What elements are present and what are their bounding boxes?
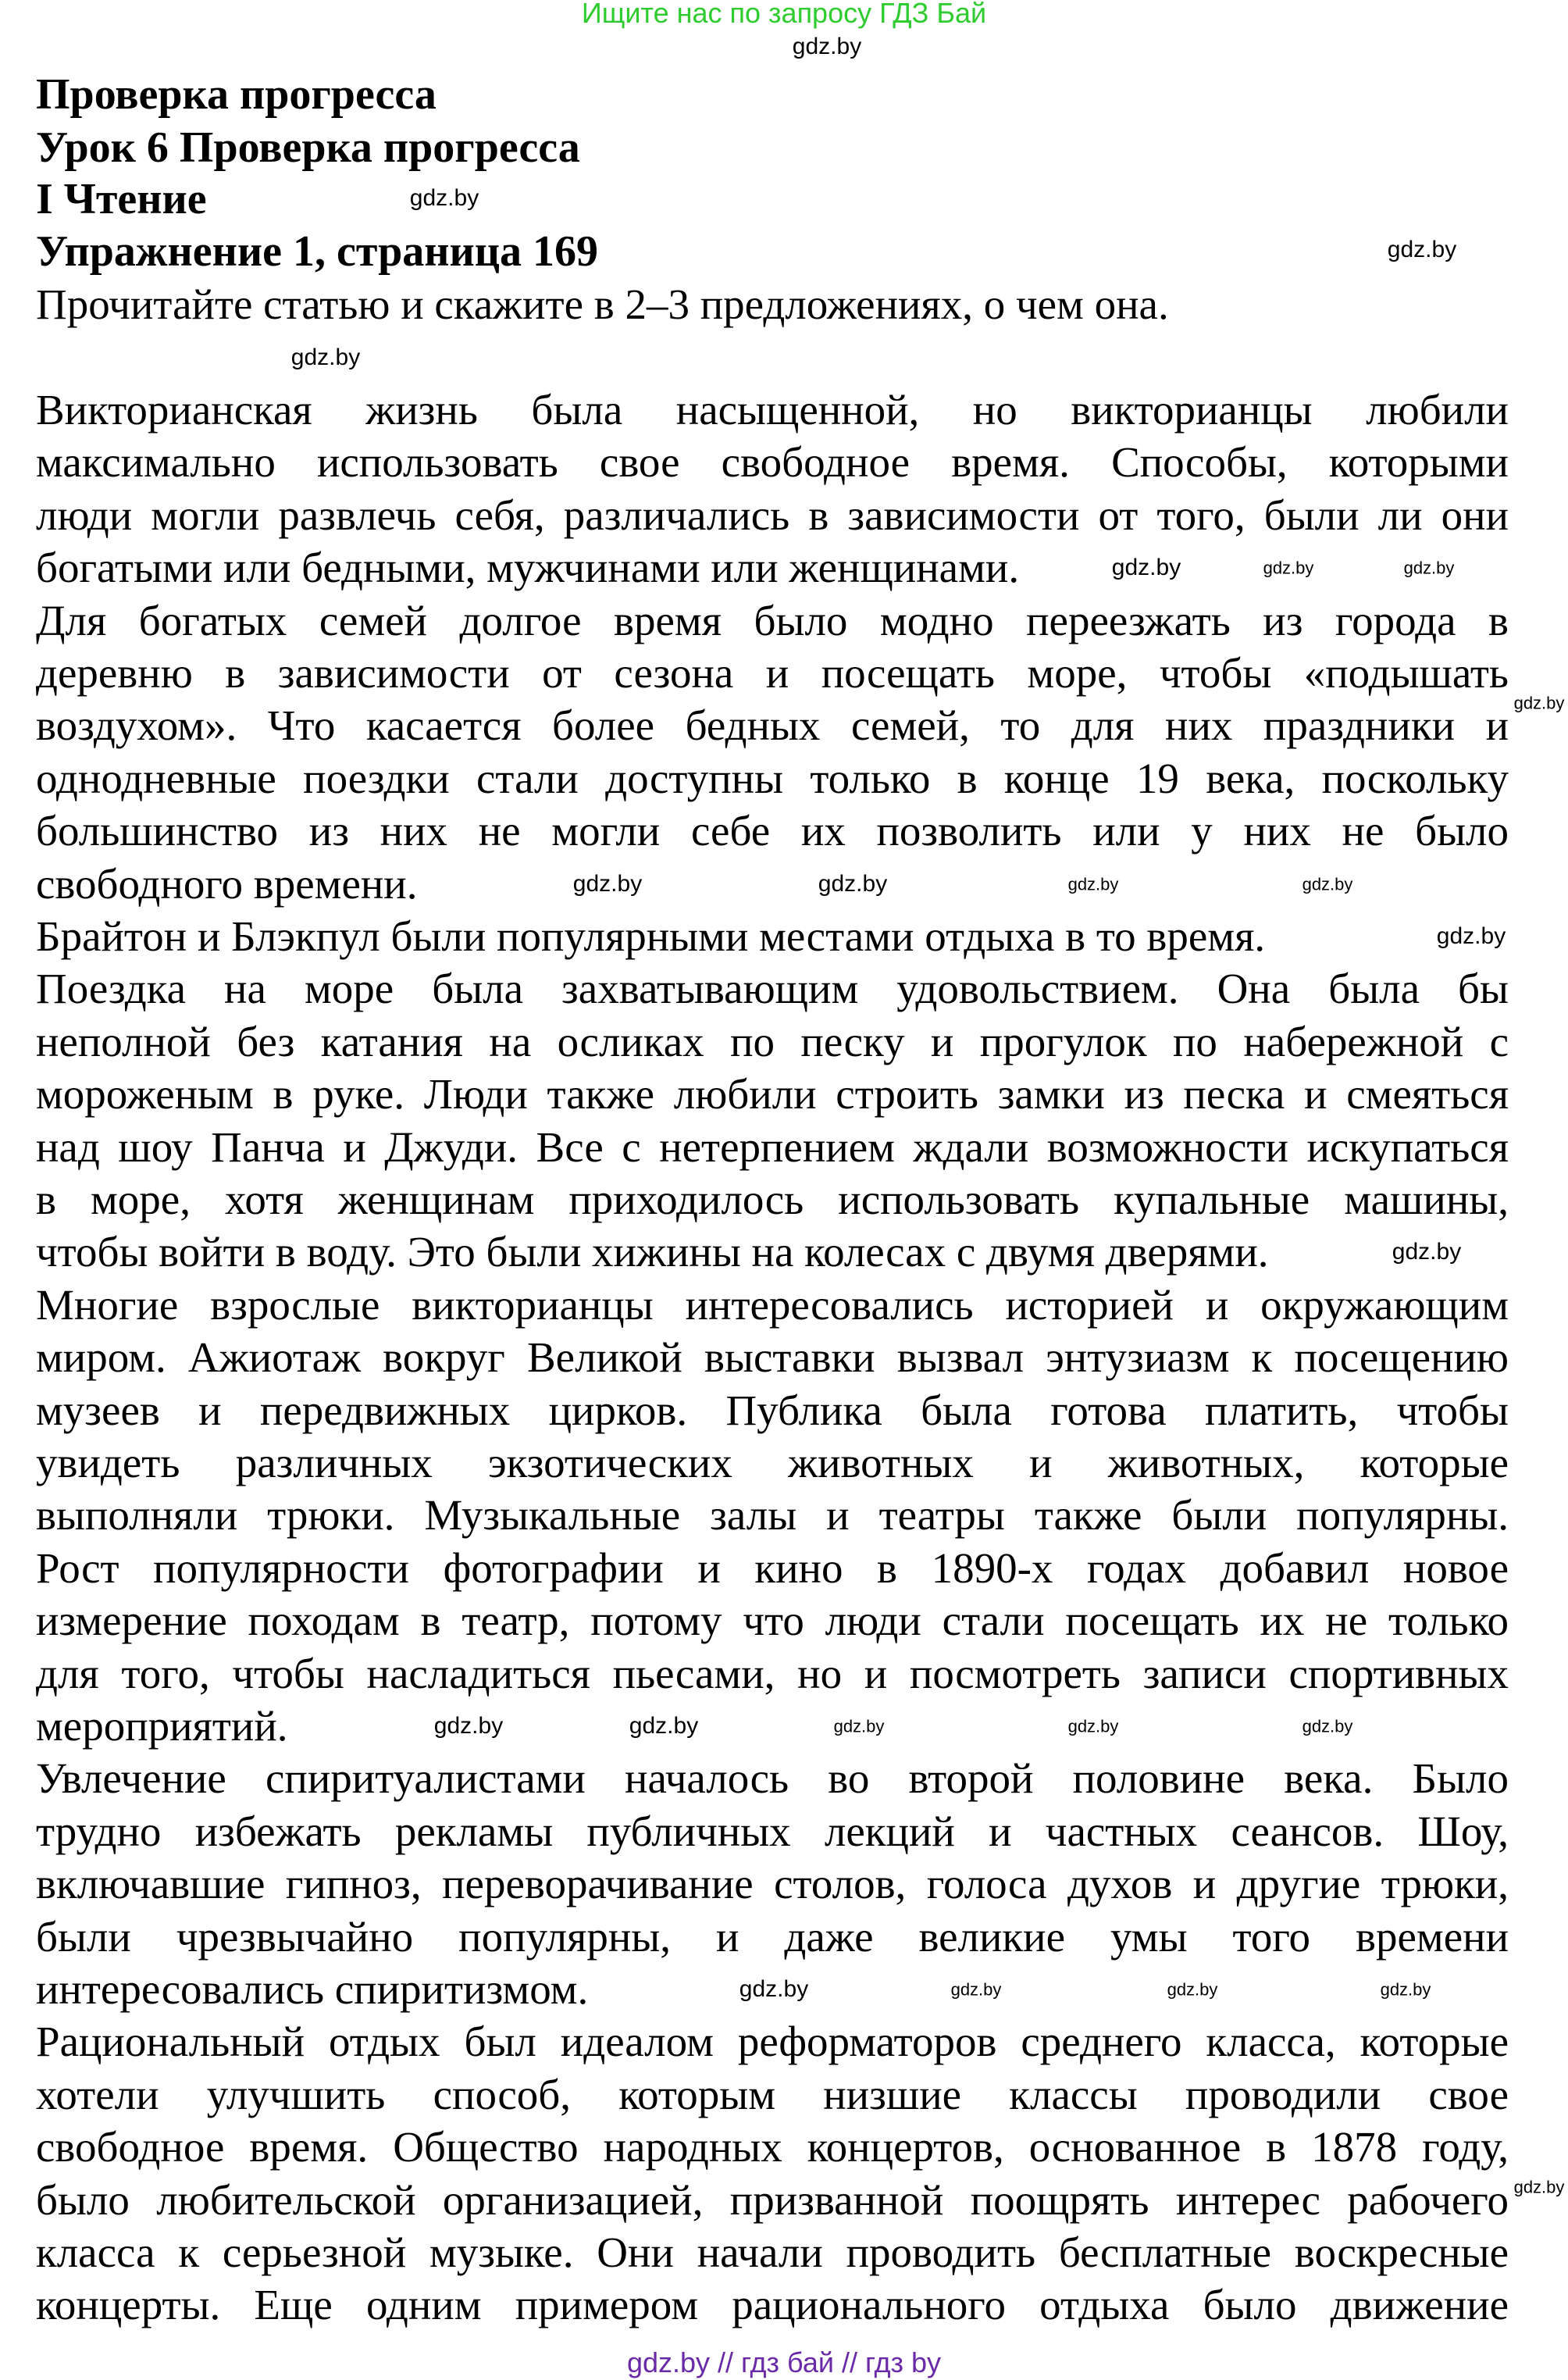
article-line: трудно избежать рекламы публичных лекций и частных сеансов. Шоу,	[36, 1807, 1509, 1855]
watermark: gdz.by	[1387, 237, 1457, 262]
watermark: gdz.by	[1167, 1979, 1218, 2000]
article-line: деревню в зависимости от сезона и посещать море, чтобы «подышать	[36, 649, 1509, 697]
article-line: богатыми или бедными, мужчинами или женщинами.	[36, 544, 1020, 592]
exercise-instruction: Прочитайте статью и скажите в 2–3 предложениях, о чем она.	[36, 280, 1169, 328]
watermark: gdz.by	[1302, 1716, 1353, 1736]
watermark: gdz.by	[1436, 923, 1506, 949]
article-line: мороженым в руке. Люди также любили строить замки из песка и смеяться	[36, 1070, 1509, 1119]
article-line: Брайтон и Блэкпул были популярными местами отдыха в то время.	[36, 912, 1266, 960]
article-line: Многие взрослые викторианцы интересовались историей и окружающим	[36, 1280, 1509, 1329]
article-line: были чрезвычайно популярны, и даже великие умы того времени	[36, 1912, 1509, 1961]
article-line: свободное время. Общество народных концертов, основанное в 1878 году,	[36, 2123, 1509, 2171]
watermark: gdz.by	[1302, 874, 1353, 894]
watermark: gdz.by	[818, 870, 888, 897]
article-line: для того, чтобы насладиться пьесами, но и посмотреть записи спортивных	[36, 1649, 1509, 1697]
heading-progress-check: Проверка прогресса	[36, 70, 437, 119]
watermark: gdz.by	[833, 1716, 885, 1736]
article-line: неполной без катания на осликах по песку и прогулок по набережной с	[36, 1017, 1509, 1065]
article-line: чтобы войти в воду. Это были хижины на колесах с двумя дверями.	[36, 1228, 1269, 1276]
watermark: gdz.by	[1513, 693, 1565, 713]
watermark: gdz.by	[572, 870, 643, 897]
watermark: gdz.by	[409, 185, 479, 211]
watermark: gdz.by	[1380, 1979, 1431, 2000]
watermark: gdz.by	[1067, 1716, 1119, 1736]
article-line: Рост популярности фотографии и кино в 1890-х годах добавил новое	[36, 1543, 1509, 1592]
article-line: было любительской организацией, призванной поощрять интерес рабочего	[36, 2175, 1509, 2224]
article-line: в море, хотя женщинам приходилось использовать купальные машины,	[36, 1176, 1509, 1223]
watermark: gdz.by	[1067, 874, 1119, 894]
heading-exercise: Упражнение 1, страница 169	[36, 227, 599, 276]
article-line: Для богатых семей долгое время было модно переезжать из города в	[36, 596, 1509, 644]
article-line: концерты. Еще одним примером рационального отдыха было движение	[36, 2281, 1509, 2329]
article-line: свободного времени.	[36, 859, 418, 908]
watermark: gdz.by	[433, 1713, 504, 1739]
watermark: gdz.by	[1513, 2177, 1565, 2197]
article-line: над шоу Панча и Джуди. Все с нетерпением ждали возможности искупаться	[36, 1122, 1509, 1171]
article-line: класса к серьезной музыке. Они начали проводить бесплатные воскресные	[36, 2228, 1509, 2276]
article-line: Увлечение спиритуалистами началось во второй половине века. Было	[36, 1754, 1509, 1803]
article-line: музеев и передвижных цирков. Публика была готова платить, чтобы	[36, 1386, 1509, 1434]
article-line: Викторианская жизнь была насыщенной, но викторианцы любили	[36, 386, 1509, 434]
footer-links: gdz.by // гдз бай // гдз by	[626, 2346, 942, 2378]
search-banner: Ищите нас по запросу ГДЗ Бай	[581, 0, 987, 29]
heading-lesson: Урок 6 Проверка прогресса	[36, 123, 580, 172]
article-line: интересовались спиритизмом.	[36, 1965, 589, 2013]
watermark: gdz.by	[1111, 555, 1181, 581]
article-line: воздухом». Что касается более бедных семей, то для них праздники и	[36, 701, 1509, 750]
article-line: миром. Ажиотаж вокруг Великой выставки вызвал энтузиазм к посещению	[36, 1333, 1509, 1382]
article-line: выполняли трюки. Музыкальные залы и театры также были популярны.	[36, 1491, 1509, 1540]
article-line: Поездка на море была захватывающим удовольствием. Она была бы	[36, 965, 1509, 1013]
article-line: люди могли развлечь себя, различались в зависимости от того, были ли они	[36, 491, 1509, 539]
watermark: gdz.by	[950, 1979, 1002, 2000]
watermark: gdz.by	[1392, 1239, 1462, 1265]
watermark: gdz.by	[290, 344, 361, 370]
watermark: gdz.by	[629, 1713, 699, 1739]
watermark: gdz.by	[1403, 558, 1455, 578]
watermark: gdz.by	[1263, 558, 1314, 578]
watermark: gdz.by	[792, 34, 862, 59]
article-line: Рациональный отдых был идеалом реформаторов среднего класса, которые	[36, 2018, 1509, 2066]
article-line: увидеть различных экзотических животных и животных, которые	[36, 1439, 1509, 1486]
article-line: большинство из них не могли себе их позволить или у них не было	[36, 807, 1509, 855]
article-line: измерение походам в театр, потому что люди стали посещать их не только	[36, 1597, 1509, 1645]
article-line: мероприятий.	[36, 1702, 288, 1750]
article-line: хотели улучшить способ, которым низшие классы проводили свое	[36, 2070, 1509, 2118]
article-line: однодневные поездки стали доступны только в конце 19 века, поскольку	[36, 754, 1509, 802]
heading-section: I Чтение	[36, 175, 207, 223]
article-line: включавшие гипноз, переворачивание столов, голоса духов и другие трюки,	[36, 1860, 1509, 1908]
watermark: gdz.by	[739, 1976, 809, 2002]
article-line: максимально использовать свое свободное время. Способы, которыми	[36, 438, 1509, 487]
